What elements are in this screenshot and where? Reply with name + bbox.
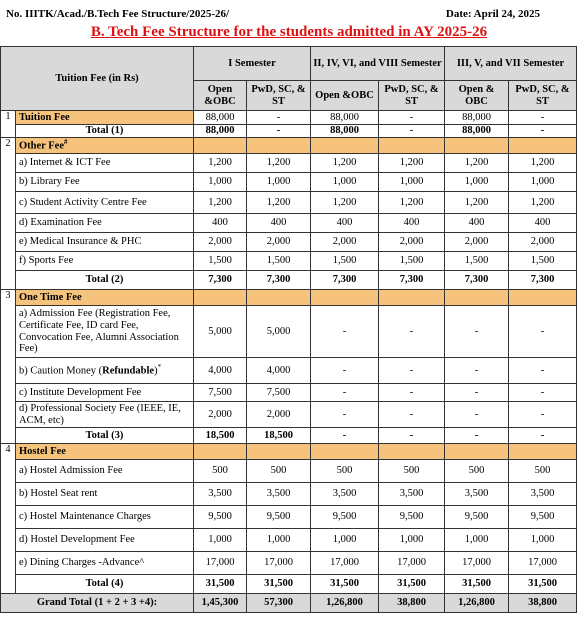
fee-item-label	[16, 402, 194, 428]
fee-value: 4,000	[194, 358, 247, 384]
fee-value: 2,000	[509, 233, 577, 252]
fee-value: 400	[311, 214, 379, 233]
fee-value: 1,200	[247, 192, 311, 214]
fee-value: 9,500	[445, 506, 509, 529]
fee-value: 3,500	[379, 483, 445, 506]
total-value: 88,000	[445, 125, 509, 138]
group-header-even-sem: II, IV, VI, and VIII Semester	[311, 47, 445, 81]
fee-item-text: c) Institute Development Fee	[19, 386, 142, 398]
section-title-text: Hostel Fee	[19, 445, 66, 457]
fee-item-label	[16, 506, 194, 529]
fee-item-footnote: *	[157, 362, 162, 371]
fee-row	[1, 173, 577, 192]
section-blank-cell	[445, 138, 509, 154]
fee-value: -	[311, 358, 379, 384]
fee-item-text: a) Hostel Admission Fee	[19, 465, 123, 477]
fee-item-text: a) Admission Fee (Registration Fee, Certificate Fee, ID card Fee, Convocation Fee, Alumni Association Fee)	[19, 308, 179, 355]
total-value: -	[379, 428, 445, 444]
fee-value: 500	[379, 460, 445, 483]
fee-value: 500	[445, 460, 509, 483]
fee-row	[1, 552, 577, 575]
fee-item-text: b) Caution Money (Refundable)	[19, 365, 158, 377]
fee-row	[1, 233, 577, 252]
fee-value: 9,500	[379, 506, 445, 529]
fee-value: 7,500	[194, 384, 247, 402]
fee-value: -	[379, 111, 445, 125]
fee-row	[1, 506, 577, 529]
fee-item-label	[16, 529, 194, 552]
fee-item-text: f) Sports Fee	[19, 255, 74, 267]
section-blank-cell	[379, 444, 445, 460]
fee-value: 1,000	[379, 173, 445, 192]
fee-value: 3,500	[445, 483, 509, 506]
fee-value: -	[311, 306, 379, 358]
fee-row	[1, 192, 577, 214]
total-value: 7,300	[247, 271, 311, 290]
table-group-header-row	[1, 47, 577, 81]
fee-value: -	[311, 384, 379, 402]
fee-value: 17,000	[509, 552, 577, 575]
fee-value: 1,500	[509, 252, 577, 271]
fee-item-text: b) Library Fee	[19, 176, 80, 188]
grand-total-row	[1, 594, 577, 613]
fee-value: 9,500	[509, 506, 577, 529]
fee-item-label	[16, 483, 194, 506]
fee-item-label	[16, 358, 194, 384]
fee-value: 88,000	[194, 111, 247, 125]
fee-value: -	[509, 111, 577, 125]
fee-item-text: d) Examination Fee	[19, 217, 102, 229]
grand-total-label: Grand Total (1 + 2 + 3 +4):	[1, 594, 194, 613]
fee-value: 400	[379, 214, 445, 233]
fee-value: 1,200	[379, 154, 445, 173]
section-blank-cell	[247, 444, 311, 460]
fee-value: 1,200	[509, 192, 577, 214]
document-header	[0, 0, 578, 46]
fee-value: -	[509, 358, 577, 384]
section-blank-cell	[445, 290, 509, 306]
fee-value: 1,000	[194, 529, 247, 552]
total-value: 88,000	[311, 125, 379, 138]
fee-row	[1, 460, 577, 483]
fee-value: 1,000	[445, 529, 509, 552]
fee-value: 1,200	[247, 154, 311, 173]
table-body	[1, 111, 577, 613]
fee-value: 2,000	[379, 233, 445, 252]
total-row	[1, 125, 577, 138]
fee-item-label	[16, 252, 194, 271]
section-title-text: One Time Fee	[19, 291, 82, 303]
fee-value: 1,200	[445, 192, 509, 214]
fee-value: 2,000	[194, 233, 247, 252]
grand-total-value: 57,300	[247, 594, 311, 613]
fee-value: 1,200	[445, 154, 509, 173]
fee-value: -	[311, 402, 379, 428]
total-value: 7,300	[509, 271, 577, 290]
grand-total-value: 38,800	[509, 594, 577, 613]
total-value: 31,500	[311, 575, 379, 594]
fee-row	[1, 306, 577, 358]
total-value: -	[509, 125, 577, 138]
total-value: 31,500	[445, 575, 509, 594]
section-row	[1, 290, 577, 306]
total-value: 7,300	[379, 271, 445, 290]
fee-value: -	[509, 402, 577, 428]
fee-row	[1, 358, 577, 384]
fee-item-text: c) Student Activity Centre Fee	[19, 196, 147, 208]
fee-item-label	[16, 173, 194, 192]
fee-value: 4,000	[247, 358, 311, 384]
col-header: Open &OBC	[311, 81, 379, 111]
col-header: Open & OBC	[445, 81, 509, 111]
fee-value: 1,500	[247, 252, 311, 271]
col-header: Open &OBC	[194, 81, 247, 111]
fee-row	[1, 483, 577, 506]
fee-value: 1,200	[311, 192, 379, 214]
section-blank-cell	[509, 290, 577, 306]
fee-item-label	[16, 214, 194, 233]
section-title	[16, 138, 194, 154]
col-header: PwD, SC, & ST	[247, 81, 311, 111]
fee-value: 400	[247, 214, 311, 233]
grand-total-value: 38,800	[379, 594, 445, 613]
fee-value: 1,200	[509, 154, 577, 173]
fee-value: 9,500	[194, 506, 247, 529]
fee-value: 1,000	[379, 529, 445, 552]
section-number: 4	[1, 444, 16, 594]
section-blank-cell	[509, 138, 577, 154]
fee-value: -	[445, 402, 509, 428]
total-value: -	[509, 428, 577, 444]
section-blank-cell	[509, 444, 577, 460]
fee-value: 500	[247, 460, 311, 483]
document-title: B. Tech Fee Structure for the students admitted in AY 2025-26	[90, 24, 488, 40]
total-row	[1, 428, 577, 444]
fee-structure-table	[0, 46, 577, 613]
fee-value: 1,500	[379, 252, 445, 271]
total-value: -	[247, 125, 311, 138]
total-value: 18,500	[194, 428, 247, 444]
total-label: Total (3)	[16, 428, 194, 444]
section-title-text: Other Fee	[19, 140, 64, 152]
section-blank-cell	[194, 138, 247, 154]
fee-value: 400	[445, 214, 509, 233]
fee-value: 17,000	[445, 552, 509, 575]
section-blank-cell	[194, 290, 247, 306]
section-blank-cell	[311, 444, 379, 460]
fee-value: 17,000	[311, 552, 379, 575]
total-row	[1, 575, 577, 594]
total-value: -	[445, 428, 509, 444]
fee-row	[1, 384, 577, 402]
fee-value: 1,000	[194, 173, 247, 192]
fee-value: 5,000	[194, 306, 247, 358]
section-title	[16, 444, 194, 460]
fee-value: 1,000	[247, 173, 311, 192]
section-blank-cell	[379, 290, 445, 306]
fee-value: 500	[311, 460, 379, 483]
fee-value: 3,500	[194, 483, 247, 506]
section-blank-cell	[445, 444, 509, 460]
fee-value: 2,000	[194, 402, 247, 428]
section-row	[1, 111, 577, 125]
total-value: -	[311, 428, 379, 444]
fee-value: -	[509, 384, 577, 402]
fee-value: 9,500	[247, 506, 311, 529]
fee-value: 1,500	[194, 252, 247, 271]
section-blank-cell	[311, 138, 379, 154]
section-row	[1, 138, 577, 154]
fee-item-label	[16, 460, 194, 483]
total-value: 31,500	[194, 575, 247, 594]
fee-row	[1, 154, 577, 173]
fee-item-label	[16, 384, 194, 402]
fee-value: 1,200	[311, 154, 379, 173]
fee-value: 1,500	[311, 252, 379, 271]
section-row	[1, 444, 577, 460]
fee-item-text: d) Hostel Development Fee	[19, 534, 135, 546]
fee-value: 2,000	[311, 233, 379, 252]
fee-value: 1,000	[311, 529, 379, 552]
fee-value: 17,000	[379, 552, 445, 575]
section-number: 3	[1, 290, 16, 444]
fee-item-label	[16, 552, 194, 575]
total-label: Total (1)	[16, 125, 194, 138]
fee-value: 2,000	[247, 402, 311, 428]
fee-value: 500	[194, 460, 247, 483]
total-value: -	[379, 125, 445, 138]
fee-value: -	[379, 358, 445, 384]
fee-row	[1, 529, 577, 552]
fee-value: -	[379, 306, 445, 358]
header-tuition-label: Tuition Fee (in Rs)	[1, 47, 194, 111]
fee-item-label	[16, 154, 194, 173]
fee-value: -	[445, 358, 509, 384]
section-blank-cell	[194, 444, 247, 460]
grand-total-value: 1,26,800	[445, 594, 509, 613]
group-header-sem1: I Semester	[194, 47, 311, 81]
total-row	[1, 271, 577, 290]
fee-value: 1,000	[247, 529, 311, 552]
fee-item-text: b) Hostel Seat rent	[19, 488, 98, 500]
grand-total-value: 1,45,300	[194, 594, 247, 613]
section-title	[16, 290, 194, 306]
fee-value: 3,500	[509, 483, 577, 506]
section-title-footnote: #	[64, 137, 68, 146]
fee-value: 17,000	[194, 552, 247, 575]
total-label: Total (4)	[16, 575, 194, 594]
fee-value: -	[445, 384, 509, 402]
fee-value: 9,500	[311, 506, 379, 529]
group-header-odd-sem: III, V, and VII Semester	[445, 47, 577, 81]
document-date: Date: April 24, 2025	[445, 8, 540, 20]
total-value: 7,300	[445, 271, 509, 290]
fee-value: 1,000	[509, 529, 577, 552]
total-value: 31,500	[379, 575, 445, 594]
fee-item-text: c) Hostel Maintenance Charges	[19, 511, 151, 523]
fee-item-label	[16, 192, 194, 214]
fee-value: 1,500	[445, 252, 509, 271]
fee-value: 400	[509, 214, 577, 233]
fee-value: 500	[509, 460, 577, 483]
section-title-text: Tuition Fee	[19, 111, 70, 123]
fee-value: 17,000	[247, 552, 311, 575]
fee-value: 1,000	[311, 173, 379, 192]
fee-value: -	[445, 306, 509, 358]
col-header: PwD, SC, & ST	[509, 81, 577, 111]
fee-item-label	[16, 306, 194, 358]
fee-item-text: a) Internet & ICT Fee	[19, 157, 111, 169]
reference-number: No. IIITK/Acad./B.Tech Fee Structure/2025-26/	[6, 8, 230, 20]
section-title	[16, 111, 194, 125]
section-blank-cell	[247, 290, 311, 306]
fee-value: 1,000	[445, 173, 509, 192]
section-blank-cell	[247, 138, 311, 154]
section-blank-cell	[379, 138, 445, 154]
fee-row	[1, 214, 577, 233]
fee-item-text: e) Dining Charges -Advance^	[19, 557, 145, 569]
fee-value: 5,000	[247, 306, 311, 358]
fee-row	[1, 252, 577, 271]
total-value: 18,500	[247, 428, 311, 444]
section-blank-cell	[311, 290, 379, 306]
total-value: 7,300	[194, 271, 247, 290]
fee-value: -	[509, 306, 577, 358]
fee-row	[1, 402, 577, 428]
fee-value: 7,500	[247, 384, 311, 402]
fee-value: 1,200	[379, 192, 445, 214]
fee-value: 88,000	[311, 111, 379, 125]
fee-value: 3,500	[247, 483, 311, 506]
fee-value: -	[247, 111, 311, 125]
total-value: 7,300	[311, 271, 379, 290]
fee-item-text: d) Professional Society Fee (IEEE, IE, ACM, etc)	[19, 402, 181, 426]
fee-item-text: e) Medical Insurance & PHC	[19, 236, 142, 248]
fee-item-label	[16, 233, 194, 252]
fee-value: 1,200	[194, 192, 247, 214]
fee-value: -	[379, 402, 445, 428]
total-value: 88,000	[194, 125, 247, 138]
total-label: Total (2)	[16, 271, 194, 290]
col-header: PwD, SC, & ST	[379, 81, 445, 111]
total-value: 31,500	[509, 575, 577, 594]
fee-value: -	[379, 384, 445, 402]
refundable-emphasis: Refundable	[102, 365, 155, 377]
fee-value: 400	[194, 214, 247, 233]
section-number: 1	[1, 111, 16, 138]
fee-value: 3,500	[311, 483, 379, 506]
fee-value: 2,000	[445, 233, 509, 252]
grand-total-value: 1,26,800	[311, 594, 379, 613]
fee-value: 2,000	[247, 233, 311, 252]
fee-value: 1,000	[509, 173, 577, 192]
fee-value: 88,000	[445, 111, 509, 125]
section-number: 2	[1, 138, 16, 290]
fee-value: 1,200	[194, 154, 247, 173]
total-value: 31,500	[247, 575, 311, 594]
